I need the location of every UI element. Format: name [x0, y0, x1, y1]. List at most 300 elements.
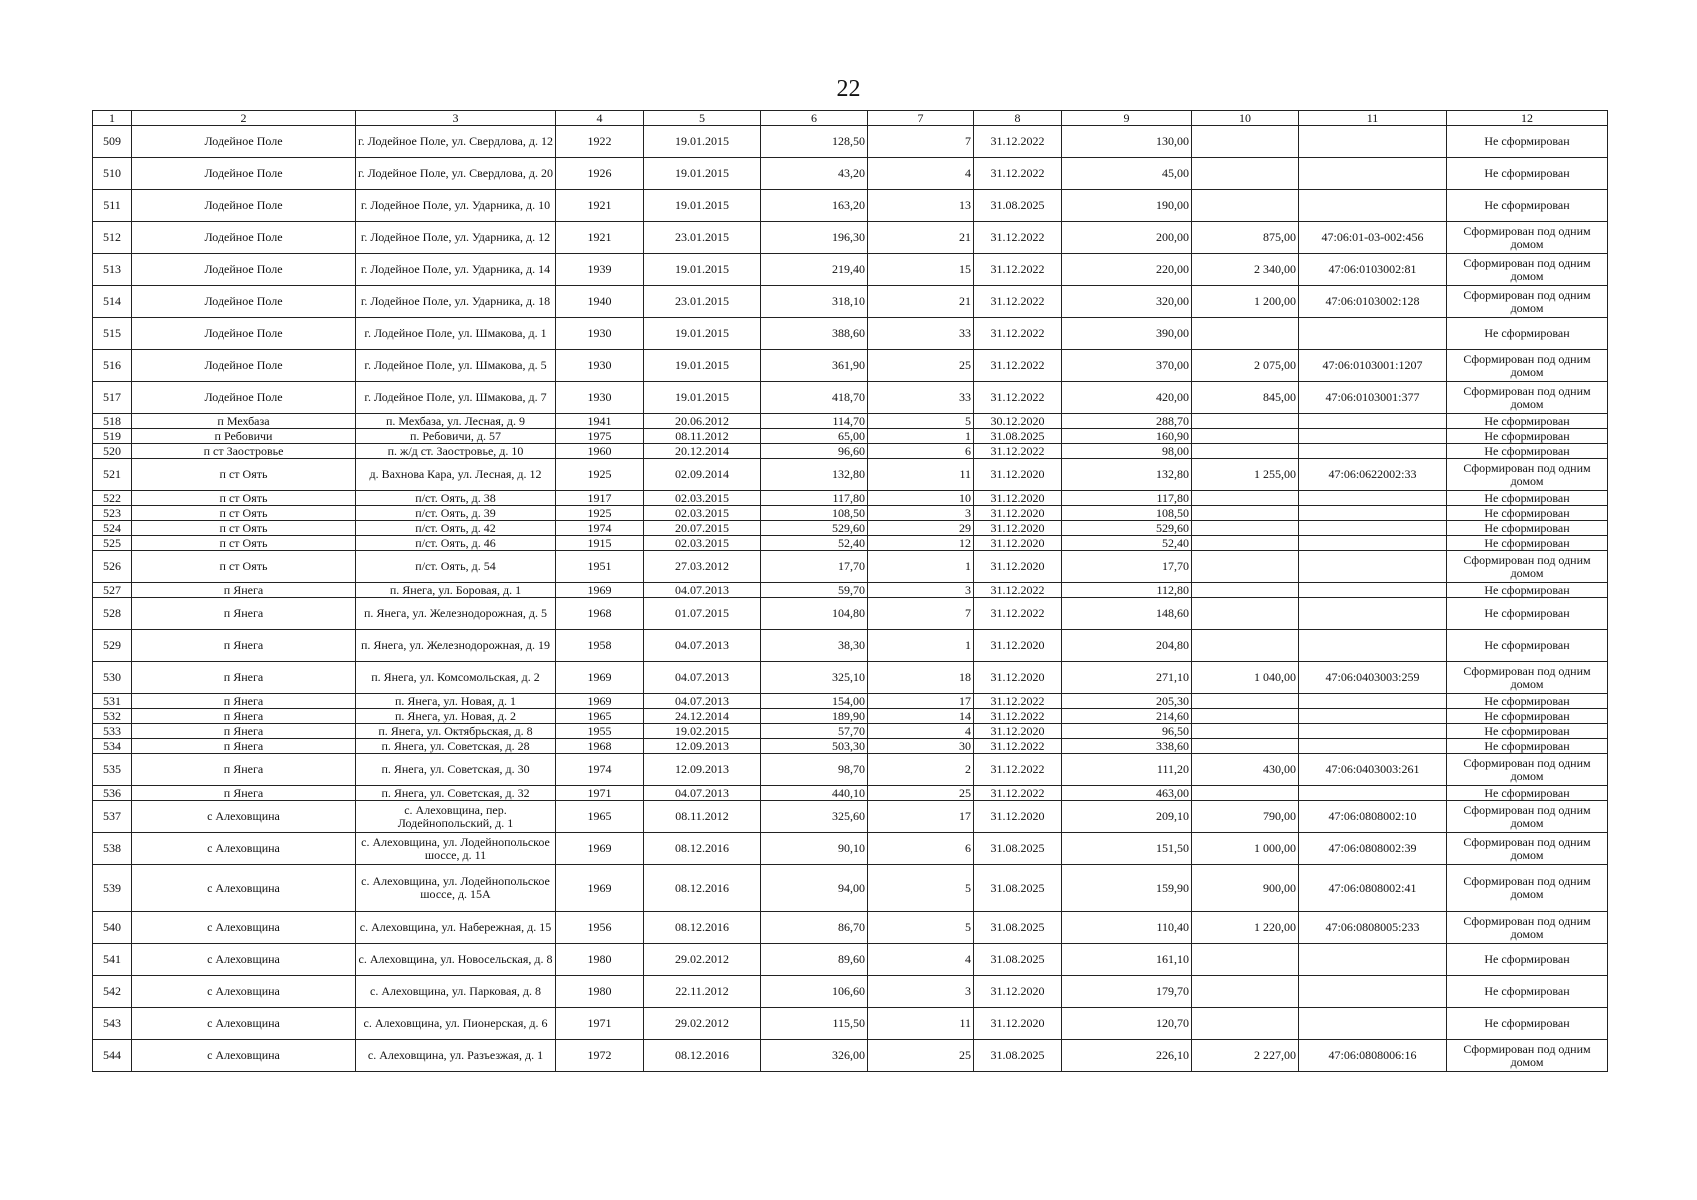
column-number: 4	[556, 111, 644, 126]
year-cell: 1971	[556, 786, 644, 801]
settlement-cell: с Алеховщина	[132, 976, 356, 1008]
land-area-cell: 845,00	[1192, 382, 1299, 414]
row-number-cell: 531	[93, 694, 132, 709]
area-cell: 111,20	[1062, 754, 1192, 786]
table-row	[93, 459, 1608, 491]
cadastral-number-cell	[1299, 709, 1447, 724]
address-cell: г. Лодейное Поле, ул. Шмакова, д. 5	[356, 350, 556, 382]
year-cell: 1975	[556, 429, 644, 444]
table-row	[93, 286, 1608, 318]
deadline-cell: 31.12.2020	[974, 506, 1062, 521]
table-row	[93, 491, 1608, 506]
date-cell: 24.12.2014	[644, 709, 761, 724]
table-row	[93, 630, 1608, 662]
row-number-cell: 533	[93, 724, 132, 739]
row-number-cell: 540	[93, 912, 132, 944]
cadastral-number-cell	[1299, 786, 1447, 801]
address-cell: г. Лодейное Поле, ул. Шмакова, д. 1	[356, 318, 556, 350]
area-cell: 86,70	[761, 912, 868, 944]
deadline-cell: 31.12.2022	[974, 158, 1062, 190]
date-cell: 19.01.2015	[644, 350, 761, 382]
cadastral-number-cell: 47:06:0622002:33	[1299, 459, 1447, 491]
row-number-cell: 510	[93, 158, 132, 190]
row-number-cell: 534	[93, 739, 132, 754]
residents-cell: 6	[868, 833, 974, 865]
land-status-cell: Сформирован под одним домом	[1447, 286, 1608, 318]
year-cell: 1969	[556, 833, 644, 865]
land-area-cell	[1192, 506, 1299, 521]
table-row	[93, 976, 1608, 1008]
settlement-cell: Лодейное Поле	[132, 318, 356, 350]
date-cell: 22.11.2012	[644, 976, 761, 1008]
address-cell: п. Янега, ул. Комсомольская, д. 2	[356, 662, 556, 694]
cadastral-number-cell: 47:06:0103002:81	[1299, 254, 1447, 286]
settlement-cell: Лодейное Поле	[132, 126, 356, 158]
row-number-cell: 519	[93, 429, 132, 444]
row-number-cell: 515	[93, 318, 132, 350]
land-area-cell: 1 040,00	[1192, 662, 1299, 694]
area-cell: 148,60	[1062, 598, 1192, 630]
residents-cell: 3	[868, 506, 974, 521]
area-cell: 96,50	[1062, 724, 1192, 739]
row-number-cell: 528	[93, 598, 132, 630]
address-cell: п/ст. Оять, д. 38	[356, 491, 556, 506]
table-row	[93, 801, 1608, 833]
date-cell: 02.03.2015	[644, 536, 761, 551]
table-row	[93, 754, 1608, 786]
deadline-cell: 31.12.2022	[974, 254, 1062, 286]
year-cell: 1940	[556, 286, 644, 318]
area-cell: 106,60	[761, 976, 868, 1008]
residents-cell: 4	[868, 724, 974, 739]
residents-cell: 5	[868, 912, 974, 944]
deadline-cell: 31.12.2020	[974, 976, 1062, 1008]
column-number: 5	[644, 111, 761, 126]
date-cell: 08.12.2016	[644, 1040, 761, 1072]
land-status-cell: Не сформирован	[1447, 491, 1608, 506]
land-status-cell: Сформирован под одним домом	[1447, 912, 1608, 944]
date-cell: 23.01.2015	[644, 286, 761, 318]
area-cell: 361,90	[761, 350, 868, 382]
date-cell: 19.01.2015	[644, 190, 761, 222]
land-area-cell: 1 255,00	[1192, 459, 1299, 491]
cadastral-number-cell: 47:06:0103001:377	[1299, 382, 1447, 414]
residents-cell: 15	[868, 254, 974, 286]
cadastral-number-cell	[1299, 521, 1447, 536]
land-area-cell	[1192, 126, 1299, 158]
date-cell: 12.09.2013	[644, 754, 761, 786]
area-cell: 59,70	[761, 583, 868, 598]
deadline-cell: 31.12.2022	[974, 222, 1062, 254]
date-cell: 04.07.2013	[644, 583, 761, 598]
area-cell: 320,00	[1062, 286, 1192, 318]
area-cell: 57,70	[761, 724, 868, 739]
area-cell: 214,60	[1062, 709, 1192, 724]
address-cell: п/ст. Оять, д. 42	[356, 521, 556, 536]
deadline-cell: 31.12.2022	[974, 382, 1062, 414]
land-area-cell	[1192, 694, 1299, 709]
address-cell: г. Лодейное Поле, ул. Свердлова, д. 20	[356, 158, 556, 190]
land-area-cell: 1 200,00	[1192, 286, 1299, 318]
area-cell: 163,20	[761, 190, 868, 222]
table-row	[93, 709, 1608, 724]
cadastral-number-cell: 47:06:0808002:10	[1299, 801, 1447, 833]
column-number: 3	[356, 111, 556, 126]
cadastral-number-cell	[1299, 444, 1447, 459]
date-cell: 19.01.2015	[644, 254, 761, 286]
deadline-cell: 31.12.2020	[974, 1008, 1062, 1040]
year-cell: 1971	[556, 1008, 644, 1040]
address-cell: д. Вахнова Кара, ул. Лесная, д. 12	[356, 459, 556, 491]
address-cell: с. Алеховщина, ул. Пионерская, д. 6	[356, 1008, 556, 1040]
cadastral-number-cell	[1299, 976, 1447, 1008]
row-number-cell: 536	[93, 786, 132, 801]
row-number-cell: 532	[93, 709, 132, 724]
cadastral-number-cell: 47:06:0103002:128	[1299, 286, 1447, 318]
date-cell: 19.02.2015	[644, 724, 761, 739]
row-number-cell: 524	[93, 521, 132, 536]
table-row	[93, 865, 1608, 912]
area-cell: 388,60	[761, 318, 868, 350]
year-cell: 1930	[556, 382, 644, 414]
table-row	[93, 429, 1608, 444]
year-cell: 1968	[556, 598, 644, 630]
area-cell: 288,70	[1062, 414, 1192, 429]
date-cell: 04.07.2013	[644, 662, 761, 694]
deadline-cell: 30.12.2020	[974, 414, 1062, 429]
settlement-cell: Лодейное Поле	[132, 222, 356, 254]
cadastral-number-cell	[1299, 158, 1447, 190]
date-cell: 01.07.2015	[644, 598, 761, 630]
table-row	[93, 222, 1608, 254]
row-number-cell: 521	[93, 459, 132, 491]
row-number-cell: 526	[93, 551, 132, 583]
year-cell: 1972	[556, 1040, 644, 1072]
table-row	[93, 254, 1608, 286]
area-cell: 338,60	[1062, 739, 1192, 754]
deadline-cell: 31.08.2025	[974, 944, 1062, 976]
deadline-cell: 31.12.2020	[974, 551, 1062, 583]
address-cell: п. Янега, ул. Боровая, д. 1	[356, 583, 556, 598]
address-cell: с. Алеховщина, ул. Парковая, д. 8	[356, 976, 556, 1008]
row-number-cell: 518	[93, 414, 132, 429]
land-area-cell: 790,00	[1192, 801, 1299, 833]
year-cell: 1974	[556, 754, 644, 786]
land-status-cell: Сформирован под одним домом	[1447, 350, 1608, 382]
year-cell: 1968	[556, 739, 644, 754]
land-area-cell: 1 000,00	[1192, 833, 1299, 865]
deadline-cell: 31.12.2022	[974, 583, 1062, 598]
address-cell: п/ст. Оять, д. 46	[356, 536, 556, 551]
land-area-cell	[1192, 429, 1299, 444]
land-area-cell: 900,00	[1192, 865, 1299, 912]
land-status-cell: Сформирован под одним домом	[1447, 1040, 1608, 1072]
land-area-cell	[1192, 158, 1299, 190]
settlement-cell: Лодейное Поле	[132, 350, 356, 382]
year-cell: 1915	[556, 536, 644, 551]
table-row	[93, 551, 1608, 583]
land-area-cell: 2 075,00	[1192, 350, 1299, 382]
year-cell: 1951	[556, 551, 644, 583]
residents-cell: 33	[868, 318, 974, 350]
deadline-cell: 31.12.2020	[974, 724, 1062, 739]
settlement-cell: п Янега	[132, 739, 356, 754]
cadastral-number-cell: 47:06:0808006:16	[1299, 1040, 1447, 1072]
deadline-cell: 31.08.2025	[974, 833, 1062, 865]
row-number-cell: 527	[93, 583, 132, 598]
table-row	[93, 786, 1608, 801]
table-body	[93, 126, 1608, 1072]
land-status-cell: Не сформирован	[1447, 536, 1608, 551]
column-number: 2	[132, 111, 356, 126]
row-number-cell: 537	[93, 801, 132, 833]
date-cell: 02.09.2014	[644, 459, 761, 491]
land-status-cell: Сформирован под одним домом	[1447, 865, 1608, 912]
settlement-cell: п Янега	[132, 583, 356, 598]
land-status-cell: Сформирован под одним домом	[1447, 801, 1608, 833]
land-status-cell: Не сформирован	[1447, 414, 1608, 429]
area-cell: 52,40	[1062, 536, 1192, 551]
date-cell: 02.03.2015	[644, 491, 761, 506]
land-area-cell	[1192, 521, 1299, 536]
year-cell: 1930	[556, 318, 644, 350]
settlement-cell: п Мехбаза	[132, 414, 356, 429]
cadastral-number-cell: 47:06:0808002:41	[1299, 865, 1447, 912]
area-cell: 179,70	[1062, 976, 1192, 1008]
deadline-cell: 31.08.2025	[974, 1040, 1062, 1072]
land-area-cell: 430,00	[1192, 754, 1299, 786]
area-cell: 130,00	[1062, 126, 1192, 158]
residents-cell: 25	[868, 350, 974, 382]
residents-cell: 12	[868, 536, 974, 551]
row-number-cell: 509	[93, 126, 132, 158]
address-cell: п. Янега, ул. Советская, д. 32	[356, 786, 556, 801]
residents-cell: 3	[868, 976, 974, 1008]
row-number-cell: 522	[93, 491, 132, 506]
area-cell: 110,40	[1062, 912, 1192, 944]
area-cell: 196,30	[761, 222, 868, 254]
year-cell: 1956	[556, 912, 644, 944]
area-cell: 370,00	[1062, 350, 1192, 382]
settlement-cell: п Янега	[132, 598, 356, 630]
deadline-cell: 31.12.2022	[974, 709, 1062, 724]
column-number: 6	[761, 111, 868, 126]
deadline-cell: 31.08.2025	[974, 190, 1062, 222]
area-cell: 226,10	[1062, 1040, 1192, 1072]
cadastral-number-cell	[1299, 694, 1447, 709]
residents-cell: 11	[868, 459, 974, 491]
table-row	[93, 724, 1608, 739]
table-row	[93, 944, 1608, 976]
table-row	[93, 506, 1608, 521]
land-status-cell: Не сформирован	[1447, 944, 1608, 976]
table-row	[93, 739, 1608, 754]
address-cell: г. Лодейное Поле, ул. Ударника, д. 14	[356, 254, 556, 286]
cadastral-number-cell: 47:06:0103001:1207	[1299, 350, 1447, 382]
area-cell: 89,60	[761, 944, 868, 976]
year-cell: 1965	[556, 709, 644, 724]
column-number-row	[93, 111, 1608, 126]
row-number-cell: 538	[93, 833, 132, 865]
settlement-cell: с Алеховщина	[132, 833, 356, 865]
area-cell: 112,80	[1062, 583, 1192, 598]
area-cell: 117,80	[1062, 491, 1192, 506]
deadline-cell: 31.08.2025	[974, 912, 1062, 944]
address-cell: п. Янега, ул. Новая, д. 1	[356, 694, 556, 709]
table-row	[93, 126, 1608, 158]
residents-cell: 21	[868, 222, 974, 254]
area-cell: 418,70	[761, 382, 868, 414]
residents-cell: 5	[868, 414, 974, 429]
year-cell: 1974	[556, 521, 644, 536]
land-area-cell	[1192, 630, 1299, 662]
area-cell: 420,00	[1062, 382, 1192, 414]
address-cell: п. Янега, ул. Железнодорожная, д. 19	[356, 630, 556, 662]
area-cell: 205,30	[1062, 694, 1192, 709]
area-cell: 200,00	[1062, 222, 1192, 254]
row-number-cell: 542	[93, 976, 132, 1008]
settlement-cell: Лодейное Поле	[132, 382, 356, 414]
residents-cell: 14	[868, 709, 974, 724]
cadastral-number-cell	[1299, 739, 1447, 754]
cadastral-number-cell: 47:06:0403003:261	[1299, 754, 1447, 786]
area-cell: 108,50	[761, 506, 868, 521]
address-cell: г. Лодейное Поле, ул. Свердлова, д. 12	[356, 126, 556, 158]
land-status-cell: Не сформирован	[1447, 521, 1608, 536]
year-cell: 1921	[556, 190, 644, 222]
settlement-cell: Лодейное Поле	[132, 286, 356, 318]
land-area-cell	[1192, 318, 1299, 350]
residents-cell: 25	[868, 1040, 974, 1072]
land-area-cell: 2 227,00	[1192, 1040, 1299, 1072]
settlement-cell: п Янега	[132, 709, 356, 724]
date-cell: 04.07.2013	[644, 786, 761, 801]
settlement-cell: с Алеховщина	[132, 912, 356, 944]
row-number-cell: 541	[93, 944, 132, 976]
land-status-cell: Не сформирован	[1447, 598, 1608, 630]
settlement-cell: п Янега	[132, 662, 356, 694]
land-status-cell: Не сформирован	[1447, 1008, 1608, 1040]
settlement-cell: п Янега	[132, 630, 356, 662]
area-cell: 209,10	[1062, 801, 1192, 833]
cadastral-number-cell	[1299, 1008, 1447, 1040]
settlement-cell: п ст Оять	[132, 521, 356, 536]
land-area-cell	[1192, 444, 1299, 459]
deadline-cell: 31.12.2020	[974, 521, 1062, 536]
row-number-cell: 543	[93, 1008, 132, 1040]
land-area-cell	[1192, 190, 1299, 222]
land-status-cell: Сформирован под одним домом	[1447, 254, 1608, 286]
land-area-cell	[1192, 1008, 1299, 1040]
area-cell: 43,20	[761, 158, 868, 190]
row-number-cell: 523	[93, 506, 132, 521]
address-cell: п. ж/д ст. Заостровье, д. 10	[356, 444, 556, 459]
residents-cell: 11	[868, 1008, 974, 1040]
area-cell: 65,00	[761, 429, 868, 444]
area-cell: 189,90	[761, 709, 868, 724]
residents-cell: 10	[868, 491, 974, 506]
table-row	[93, 414, 1608, 429]
area-cell: 90,10	[761, 833, 868, 865]
residents-cell: 4	[868, 944, 974, 976]
land-status-cell: Не сформирован	[1447, 126, 1608, 158]
area-cell: 17,70	[761, 551, 868, 583]
land-area-cell	[1192, 414, 1299, 429]
land-status-cell: Не сформирован	[1447, 506, 1608, 521]
area-cell: 529,60	[761, 521, 868, 536]
residents-cell: 2	[868, 754, 974, 786]
area-cell: 204,80	[1062, 630, 1192, 662]
year-cell: 1939	[556, 254, 644, 286]
residents-cell: 17	[868, 694, 974, 709]
land-area-cell	[1192, 724, 1299, 739]
table-row	[93, 662, 1608, 694]
deadline-cell: 31.12.2022	[974, 694, 1062, 709]
date-cell: 27.03.2012	[644, 551, 761, 583]
year-cell: 1969	[556, 865, 644, 912]
area-cell: 120,70	[1062, 1008, 1192, 1040]
year-cell: 1930	[556, 350, 644, 382]
area-cell: 45,00	[1062, 158, 1192, 190]
column-number: 7	[868, 111, 974, 126]
residents-cell: 29	[868, 521, 974, 536]
table-row	[93, 350, 1608, 382]
year-cell: 1969	[556, 583, 644, 598]
area-cell: 98,70	[761, 754, 868, 786]
date-cell: 08.12.2016	[644, 865, 761, 912]
land-status-cell: Не сформирован	[1447, 190, 1608, 222]
year-cell: 1925	[556, 506, 644, 521]
residents-cell: 33	[868, 382, 974, 414]
year-cell: 1958	[556, 630, 644, 662]
row-number-cell: 517	[93, 382, 132, 414]
area-cell: 529,60	[1062, 521, 1192, 536]
land-status-cell: Сформирован под одним домом	[1447, 833, 1608, 865]
area-cell: 117,80	[761, 491, 868, 506]
land-status-cell: Сформирован под одним домом	[1447, 459, 1608, 491]
residents-cell: 18	[868, 662, 974, 694]
deadline-cell: 31.12.2020	[974, 630, 1062, 662]
settlement-cell: с Алеховщина	[132, 1008, 356, 1040]
housing-register-table	[92, 110, 1608, 1072]
land-area-cell	[1192, 583, 1299, 598]
area-cell: 96,60	[761, 444, 868, 459]
row-number-cell: 513	[93, 254, 132, 286]
residents-cell: 13	[868, 190, 974, 222]
residents-cell: 6	[868, 444, 974, 459]
settlement-cell: Лодейное Поле	[132, 158, 356, 190]
land-status-cell: Не сформирован	[1447, 724, 1608, 739]
cadastral-number-cell	[1299, 429, 1447, 444]
residents-cell: 1	[868, 429, 974, 444]
date-cell: 04.07.2013	[644, 694, 761, 709]
deadline-cell: 31.12.2020	[974, 662, 1062, 694]
year-cell: 1926	[556, 158, 644, 190]
area-cell: 325,10	[761, 662, 868, 694]
address-cell: с. Алеховщина, ул. Разъезжая, д. 1	[356, 1040, 556, 1072]
deadline-cell: 31.08.2025	[974, 865, 1062, 912]
area-cell: 98,00	[1062, 444, 1192, 459]
area-cell: 325,60	[761, 801, 868, 833]
area-cell: 114,70	[761, 414, 868, 429]
row-number-cell: 512	[93, 222, 132, 254]
deadline-cell: 31.08.2025	[974, 429, 1062, 444]
land-area-cell: 2 340,00	[1192, 254, 1299, 286]
deadline-cell: 31.12.2022	[974, 739, 1062, 754]
date-cell: 20.06.2012	[644, 414, 761, 429]
deadline-cell: 31.12.2020	[974, 491, 1062, 506]
area-cell: 151,50	[1062, 833, 1192, 865]
